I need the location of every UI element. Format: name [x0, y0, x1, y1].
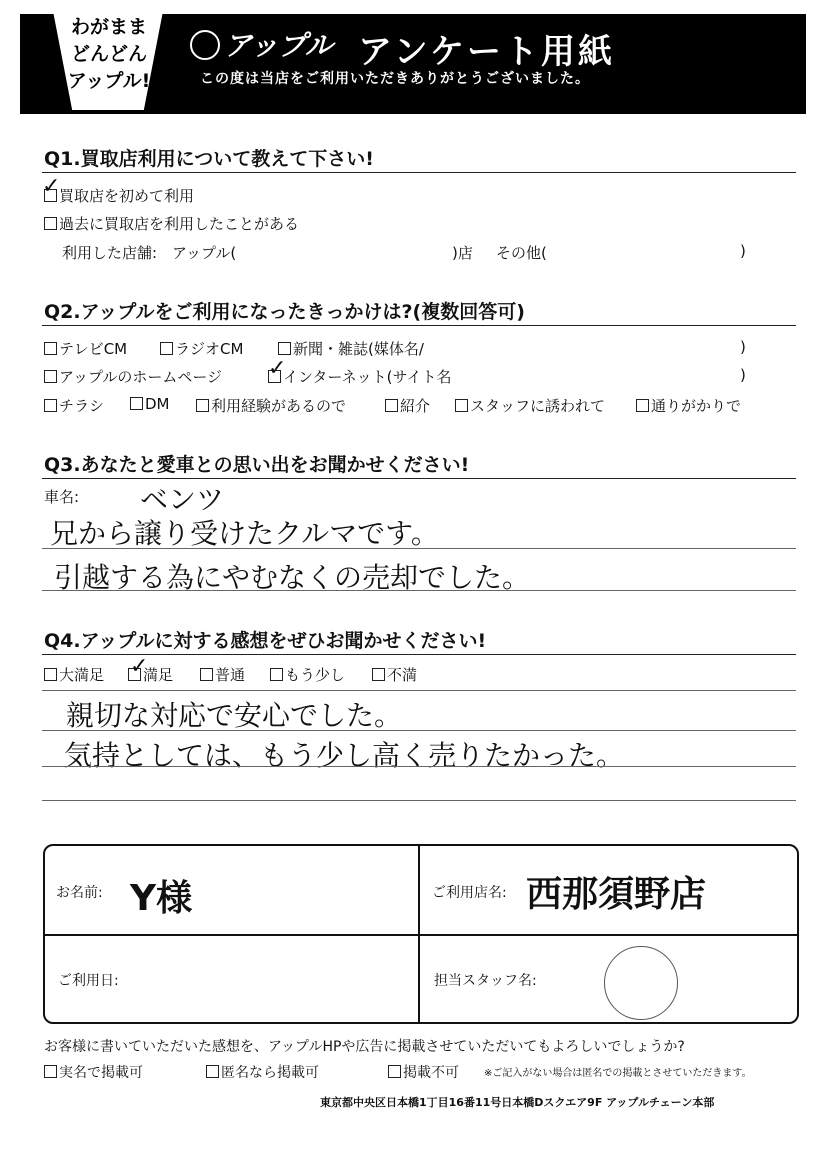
q4-answer-line: 親切な対応で安心でした。: [66, 699, 403, 732]
q3-car-name: ベンツ: [140, 483, 225, 516]
publish-option-no[interactable]: 掲載不可: [388, 1062, 459, 1082]
q2-paper-close: ): [740, 338, 746, 356]
q4-answer-line: 気持としては、もう少し高く売りたかった。: [64, 739, 625, 772]
checkbox[interactable]: [385, 399, 398, 412]
answer-rule: [42, 590, 796, 591]
q1-option-past[interactable]: 過去に買取店を利用したことがある: [44, 213, 299, 234]
q2-option-experience[interactable]: 利用経験があるので: [196, 395, 346, 416]
divider: [42, 654, 796, 655]
q2-heading: Q2.アップルをご利用になったきっかけは?(複数回答可): [44, 301, 525, 323]
answer-rule: [42, 730, 796, 731]
q4-option-satisfied[interactable]: 満足: [128, 664, 173, 685]
q2-option-dm[interactable]: DM: [130, 395, 170, 413]
store-label: ご利用店名:: [432, 885, 507, 901]
checkbox[interactable]: [44, 217, 57, 230]
q2-option-staff[interactable]: スタッフに誘われて: [455, 395, 605, 416]
q1-option-first[interactable]: 買取店を初めて利用: [44, 185, 194, 206]
page-subtitle: この度は当店をご利用いただきありがとうございました。: [200, 71, 590, 87]
checkbox[interactable]: [270, 668, 283, 681]
q4-option-dissatisfied[interactable]: 不満: [372, 664, 417, 685]
q1-store-label: 利用した店舗: アップル(: [62, 244, 237, 262]
checkbox[interactable]: [200, 668, 213, 681]
q2-option-radio[interactable]: ラジオCM: [160, 338, 243, 359]
q4-heading: Q4.アップルに対する感想をぜひお聞かせください!: [44, 630, 487, 652]
publish-note: ※ご記入がない場合は匿名での掲載とさせていただきます。: [484, 1068, 752, 1079]
q2-option-flyer[interactable]: チラシ: [44, 395, 104, 416]
q2-option-internet[interactable]: インターネット(サイト名: [268, 366, 451, 387]
staff-label: 担当スタッフ名:: [434, 973, 537, 989]
checkbox[interactable]: [196, 399, 209, 412]
q3-heading: Q3.あなたと愛車との思い出をお聞かせください!: [44, 454, 470, 476]
q2-option-passing[interactable]: 通りがかりで: [636, 395, 741, 416]
answer-rule: [42, 690, 796, 691]
brand-logo: アップル: [224, 29, 333, 62]
q4-option-little[interactable]: もう少し: [270, 664, 345, 685]
q1-store-suffix: )店: [452, 244, 473, 262]
q2-option-tv[interactable]: テレビCM: [44, 338, 127, 359]
check-mark-icon: ✓: [130, 654, 149, 679]
store-value: 西那須野店: [526, 874, 707, 915]
q3-car-label: 車名:: [44, 488, 80, 506]
q1-heading: Q1.買取店利用について教えて下さい!: [44, 148, 374, 170]
q2-option-referral[interactable]: 紹介: [385, 395, 430, 416]
q2-internet-close: ): [740, 366, 746, 384]
checkbox[interactable]: [44, 370, 57, 383]
q1-other-label: その他(: [496, 244, 547, 262]
answer-rule: [42, 800, 796, 801]
publish-question: お客様に書いていただいた感想を、アップルHPや広告に掲載させていただいてもよろしいでしょうか?: [44, 1039, 685, 1055]
checkbox[interactable]: [388, 1065, 401, 1078]
staff-seal-stamp: [604, 946, 678, 1020]
checkbox[interactable]: [44, 399, 57, 412]
apple-logo-icon: [190, 30, 220, 60]
checkbox[interactable]: [636, 399, 649, 412]
divider: [42, 172, 796, 173]
divider: [42, 325, 796, 326]
slogan-text: [64, 14, 154, 95]
page-title: アンケート用紙: [358, 32, 615, 72]
check-mark-icon: ✓: [42, 174, 61, 199]
q4-option-very[interactable]: 大満足: [44, 664, 104, 685]
answer-rule: [42, 548, 796, 549]
checkbox[interactable]: [130, 397, 143, 410]
q2-option-homepage[interactable]: アップルのホームページ: [44, 366, 222, 387]
publish-option-anon[interactable]: 匿名なら掲載可: [206, 1062, 319, 1082]
checkbox[interactable]: [44, 342, 57, 355]
checkbox[interactable]: [278, 342, 291, 355]
date-label: ご利用日:: [58, 973, 119, 989]
slogan-line: どんどん: [70, 43, 147, 65]
q4-option-normal[interactable]: 普通: [200, 664, 245, 685]
checkbox[interactable]: [44, 668, 57, 681]
publish-option-real[interactable]: 実名で掲載可: [44, 1062, 143, 1082]
name-value: Y様: [130, 878, 193, 919]
divider: [418, 844, 420, 1022]
answer-rule: [42, 766, 796, 767]
check-mark-icon: ✓: [268, 356, 287, 381]
checkbox[interactable]: [160, 342, 173, 355]
hq-address: 東京都中央区日本橋1丁目16番11号日本橋Dスクエア9F アップルチェーン本部: [320, 1096, 715, 1109]
divider: [43, 934, 797, 936]
name-label: お名前:: [56, 885, 103, 901]
q1-other-close: ): [740, 242, 746, 260]
checkbox[interactable]: [44, 1065, 57, 1078]
checkbox[interactable]: [455, 399, 468, 412]
slogan-line: わがまま: [70, 16, 147, 38]
q3-answer-line: 兄から譲り受けたクルマです。: [50, 517, 439, 550]
checkbox[interactable]: [206, 1065, 219, 1078]
q3-answer-line: 引越する為にやむなくの売却でした。: [54, 561, 531, 594]
slogan-line: アップル!: [67, 70, 151, 92]
q2-option-paper[interactable]: 新聞・雑誌(媒体名/: [278, 338, 424, 359]
checkbox[interactable]: [372, 668, 385, 681]
